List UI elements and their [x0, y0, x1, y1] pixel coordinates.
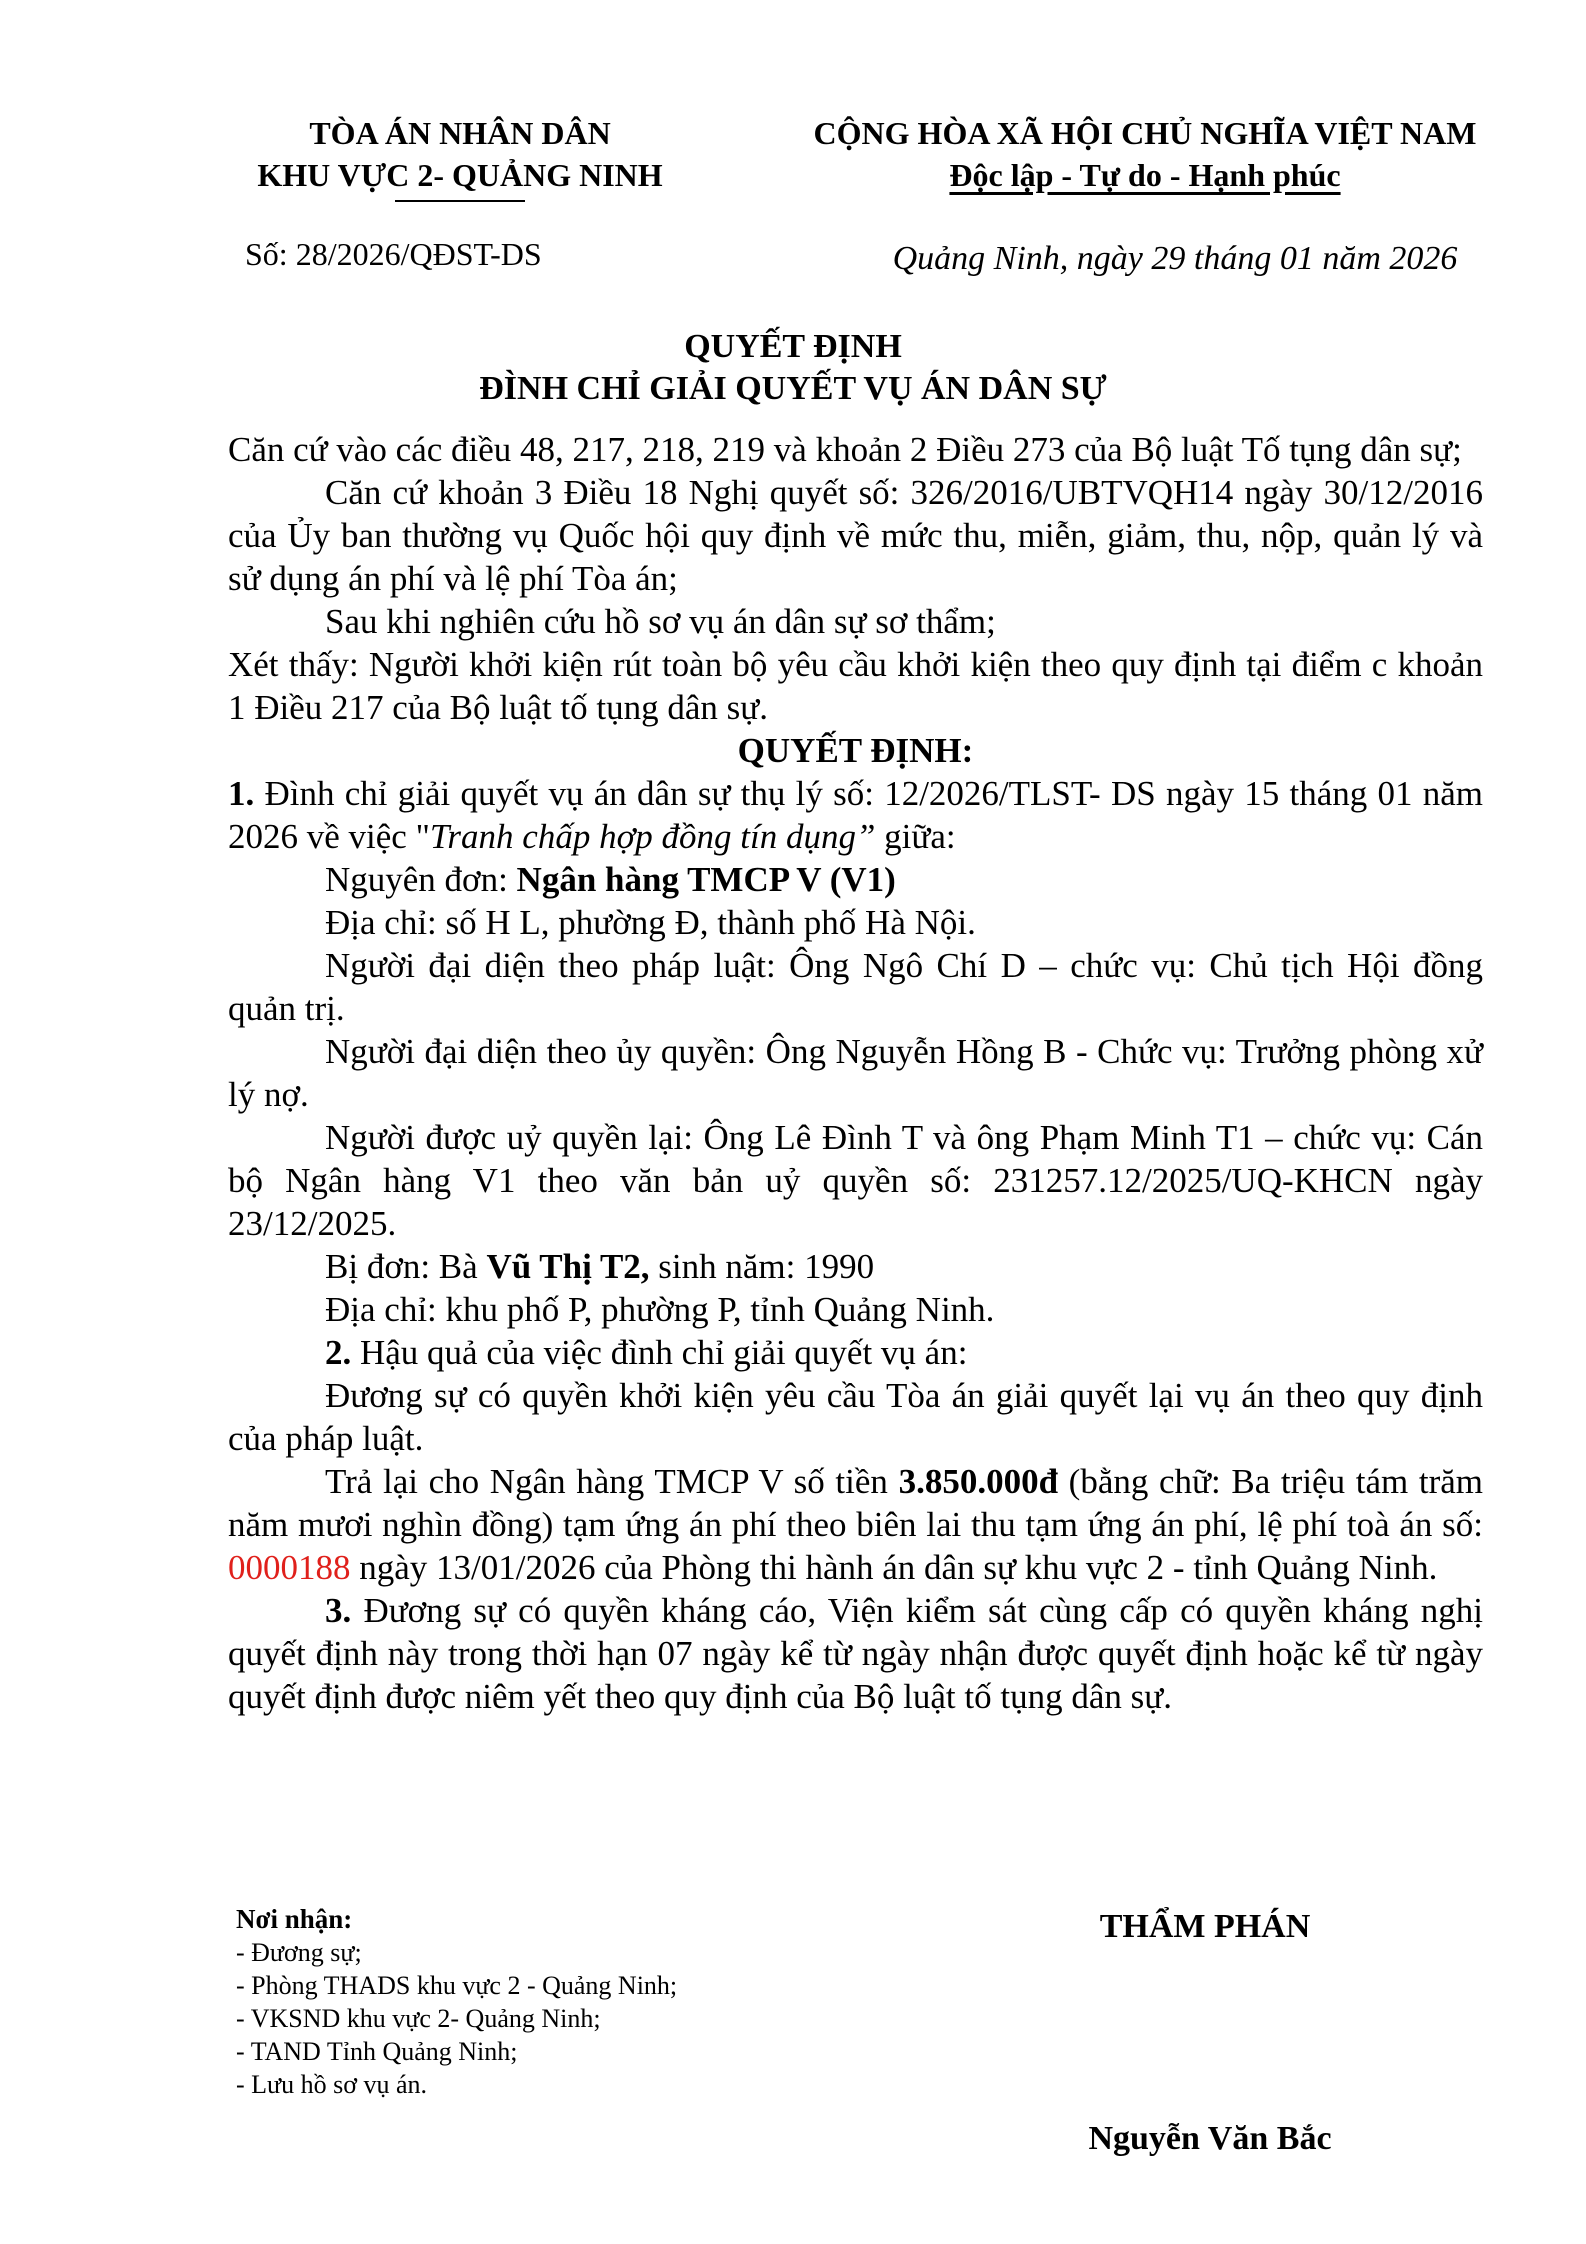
item-2-number: 2. — [325, 1333, 352, 1372]
item-2-refund — [228, 1460, 1483, 1589]
plaintiff-label: Nguyên đơn: — [325, 860, 517, 899]
defendant-address: Địa chỉ: khu phố P, phường P, tỉnh Quảng Ninh. — [325, 1290, 995, 1329]
document-title — [0, 326, 1586, 410]
plaintiff-address: Địa chỉ: số H L, phường Đ, thành phố Hà Nội. — [325, 903, 976, 942]
court-header — [210, 112, 710, 202]
defendant-birth: sinh năm: 1990 — [649, 1247, 875, 1286]
item-1-text-a: Đình chỉ giải quyết vụ án dân sự thụ lý số: 12/2026/TLST- DS ngày 15 tháng 01 năm 2026 về việc " — [228, 774, 1483, 856]
recipients — [236, 1903, 677, 2101]
preamble-resolution: Căn cứ khoản 3 Điều 18 Nghị quyết số: 326/2016/UBTVQH14 ngày 30/12/2016 của Ủy ban thường vụ Quốc hội quy định về mức thu, miễn, giảm, thu, nộp, quản lý và sử dụng án phí và lệ phí Tòa án; — [228, 473, 1483, 598]
recipient-item: - Đương sự; — [236, 1938, 362, 1967]
national-header — [735, 112, 1555, 196]
court-region: KHU VỰC 2- QUẢNG NINH — [257, 157, 663, 193]
item-2-heading: Hậu quả của việc đình chỉ giải quyết vụ án: — [351, 1333, 968, 1372]
document-body — [228, 428, 1483, 1718]
court-name: TÒA ÁN NHÂN DÂN — [309, 115, 611, 151]
recipient-item: - Phòng THADS khu vực 2 - Quảng Ninh; — [236, 1971, 678, 2000]
case-type: Tranh chấp hợp đồng tín dụng” — [429, 817, 876, 856]
defendant-name: Vũ Thị T2, — [486, 1247, 650, 1286]
document-number: Số: 28/2026/QĐST-DS — [245, 236, 542, 272]
item-1-text-b: giữa: — [875, 817, 956, 856]
decision-heading: QUYẾT ĐỊNH: — [737, 731, 974, 770]
header-divider — [395, 200, 525, 202]
item-3-text: Đương sự có quyền kháng cáo, Viện kiểm sát cùng cấp có quyền kháng nghị quyết định này trong thời hạn 07 ngày kể từ ngày nhận được quyết định hoặc kể từ ngày quyết định được niêm yết theo quy định của Bộ luật tố tụng dân sự. — [228, 1591, 1483, 1716]
preamble-review: Sau khi nghiên cứu hồ sơ vụ án dân sự sơ thẩm; — [325, 602, 996, 641]
title-line-1: QUYẾT ĐỊNH — [684, 328, 902, 365]
recipients-title: Nơi nhận: — [236, 1904, 353, 1934]
refund-amount: 3.850.000đ — [898, 1462, 1059, 1501]
title-line-2: ĐÌNH CHỈ GIẢI QUYẾT VỤ ÁN DÂN SỰ — [479, 370, 1107, 407]
receipt-number: 0000188 — [228, 1548, 351, 1587]
item-1-number: 1. — [228, 774, 255, 813]
item-2 — [228, 1331, 1483, 1374]
refund-text-c: ngày 13/01/2026 của Phòng thi hành án dân sự khu vực 2 - tỉnh Quảng Ninh. — [350, 1548, 1438, 1587]
signature-title: THẨM PHÁN — [1099, 1908, 1311, 1945]
plaintiff — [228, 858, 1483, 901]
recipient-item: - TAND Tỉnh Quảng Ninh; — [236, 2037, 518, 2066]
plaintiff-name: Ngân hàng TMCP V (V1) — [516, 860, 896, 899]
item-3 — [228, 1589, 1483, 1718]
preamble-legal-basis: Căn cứ vào các điều 48, 217, 218, 219 và khoản 2 Điều 273 của Bộ luật Tố tụng dân sự; — [228, 430, 1462, 469]
judge-name: Nguyễn Văn Bắc — [1088, 2120, 1332, 2157]
nation-name: CỘNG HÒA XÃ HỘI CHỦ NGHĨA VIỆT NAM — [813, 115, 1477, 151]
recipient-item: - Lưu hồ sơ vụ án. — [236, 2070, 428, 2099]
preamble-finding: Xét thấy: Người khởi kiện rút toàn bộ yêu cầu khởi kiện theo quy định tại điểm c khoản 1 Điều 217 của Bộ luật tố tụng dân sự. — [228, 645, 1483, 727]
recipient-item: - VKSND khu vực 2- Quảng Ninh; — [236, 2004, 601, 2033]
refund-text-a: Trả lại cho Ngân hàng TMCP V số tiền — [325, 1462, 899, 1501]
refund-text-b: (bằng chữ: Ba triệu tám trăm năm mươi nghìn đồng) tạm ứng án phí theo biên lai thu tạm ứng án phí, lệ phí toà án số: — [228, 1462, 1483, 1544]
item-2-consequence: Đương sự có quyền khởi kiện yêu cầu Tòa án giải quyết lại vụ án theo quy định của pháp luật. — [228, 1376, 1483, 1458]
sub-authorized-representative: Người được uỷ quyền lại: Ông Lê Đình T và ông Phạm Minh T1 – chức vụ: Cán bộ Ngân hàng V1 theo văn bản uỷ quyền số: 231257.12/2025/UQ-KHCN ngày 23/12/2025. — [228, 1118, 1483, 1243]
defendant — [228, 1245, 1483, 1288]
authorized-representative: Người đại diện theo ủy quyền: Ông Nguyễn Hồng B - Chức vụ: Trưởng phòng xử lý nợ. — [228, 1032, 1483, 1114]
defendant-label: Bị đơn: Bà — [325, 1247, 487, 1286]
place-date: Quảng Ninh, ngày 29 tháng 01 năm 2026 — [892, 240, 1458, 277]
legal-representative: Người đại diện theo pháp luật: Ông Ngô Chí D – chức vụ: Chủ tịch Hội đồng quản trị. — [228, 946, 1483, 1028]
national-motto: Độc lập - Tự do - Hạnh phúc — [949, 157, 1341, 193]
item-3-number: 3. — [325, 1591, 352, 1630]
item-1 — [228, 772, 1483, 858]
